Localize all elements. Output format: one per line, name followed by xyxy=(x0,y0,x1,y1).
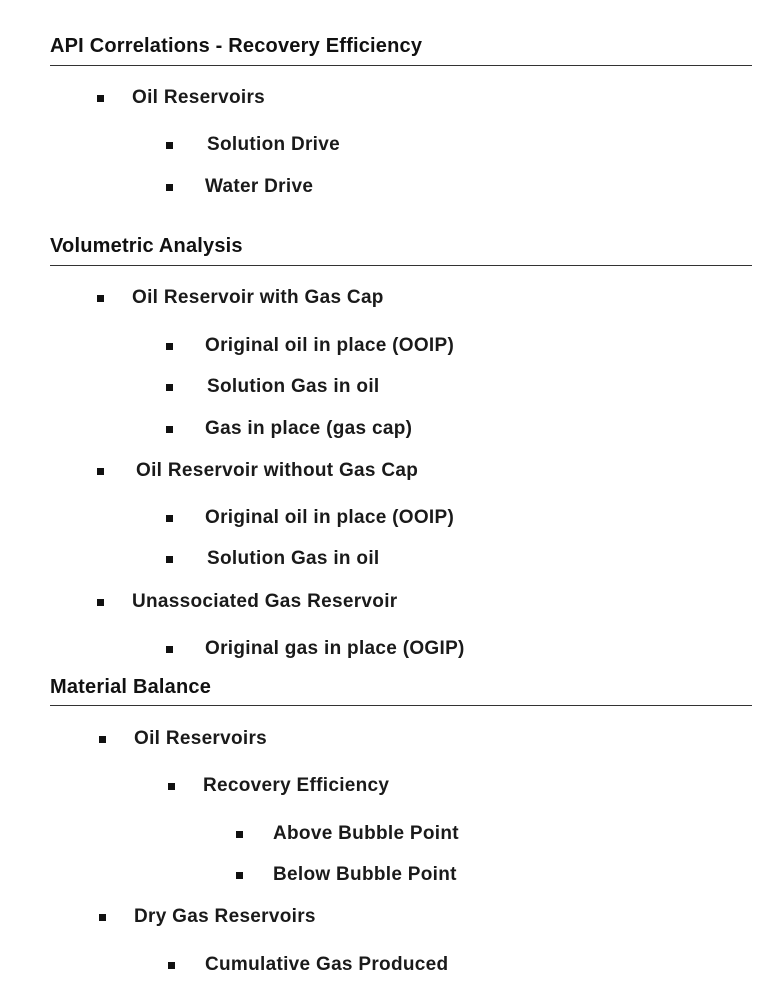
bullet-icon xyxy=(166,646,173,653)
bullet-icon xyxy=(166,343,173,350)
list-item-ooip[interactable]: Original oil in place (OOIP) xyxy=(205,335,455,356)
bullet-icon xyxy=(97,295,104,302)
section-title-api-correlations: API Correlations - Recovery Efficiency xyxy=(50,35,423,57)
bullet-icon xyxy=(236,872,243,879)
bullet-icon xyxy=(168,962,175,969)
list-item-ooip[interactable]: Original oil in place (OOIP) xyxy=(205,507,455,528)
bullet-icon xyxy=(166,556,173,563)
list-item-solution-gas-in-oil[interactable]: Solution Gas in oil xyxy=(207,548,380,569)
bullet-icon xyxy=(97,468,104,475)
list-item-gas-in-place[interactable]: Gas in place (gas cap) xyxy=(205,418,413,439)
list-item-below-bubble-point[interactable]: Below Bubble Point xyxy=(273,864,457,885)
bullet-icon xyxy=(166,184,173,191)
section-title-volumetric-analysis: Volumetric Analysis xyxy=(50,235,243,257)
list-item-oil-reservoirs[interactable]: Oil Reservoirs xyxy=(134,728,268,749)
bullet-icon xyxy=(166,515,173,522)
bullet-icon xyxy=(99,736,106,743)
bullet-icon xyxy=(97,95,104,102)
section-title-material-balance: Material Balance xyxy=(50,676,212,698)
bullet-icon xyxy=(166,384,173,391)
bullet-icon xyxy=(168,783,175,790)
list-item-oil-reservoirs[interactable]: Oil Reservoirs xyxy=(132,87,266,108)
bullet-icon xyxy=(166,142,173,149)
list-item-cumulative-gas-produced[interactable]: Cumulative Gas Produced xyxy=(205,954,449,975)
list-item-water-drive[interactable]: Water Drive xyxy=(205,176,314,197)
list-item-oil-reservoir-without-gas-cap[interactable]: Oil Reservoir without Gas Cap xyxy=(136,460,419,481)
bullet-icon xyxy=(99,914,106,921)
list-item-unassociated-gas-reservoir[interactable]: Unassociated Gas Reservoir xyxy=(132,591,398,612)
section-divider xyxy=(50,705,752,706)
list-item-solution-gas-in-oil[interactable]: Solution Gas in oil xyxy=(207,376,380,397)
bullet-icon xyxy=(166,426,173,433)
list-item-above-bubble-point[interactable]: Above Bubble Point xyxy=(273,823,459,844)
bullet-icon xyxy=(97,599,104,606)
list-item-solution-drive[interactable]: Solution Drive xyxy=(207,134,340,155)
section-divider xyxy=(50,65,752,66)
list-item-oil-reservoir-with-gas-cap[interactable]: Oil Reservoir with Gas Cap xyxy=(132,287,384,308)
list-item-recovery-efficiency[interactable]: Recovery Efficiency xyxy=(203,775,390,796)
section-divider xyxy=(50,265,752,266)
bullet-icon xyxy=(236,831,243,838)
list-item-dry-gas-reservoirs[interactable]: Dry Gas Reservoirs xyxy=(134,906,316,927)
list-item-ogip[interactable]: Original gas in place (OGIP) xyxy=(205,638,465,659)
